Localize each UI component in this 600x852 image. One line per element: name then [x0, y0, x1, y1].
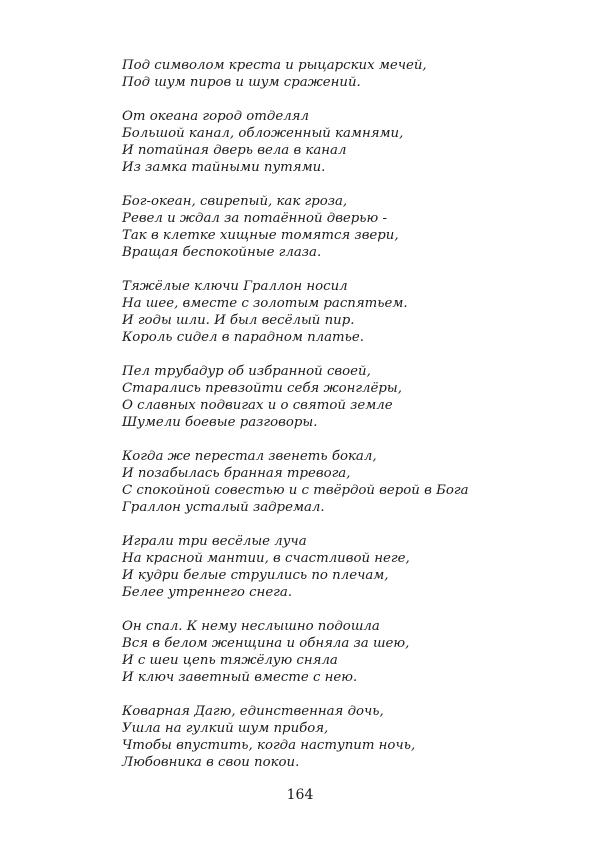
stanza: [122, 193, 572, 261]
poem-line: И кудри белые струились по плечам,: [122, 568, 389, 583]
poem-line: Когда же перестал звенеть бокал,: [122, 449, 377, 464]
stanza: [122, 278, 572, 346]
poem-line: И ключ заветный вместе с нею.: [122, 670, 358, 685]
poem-line: Шумели боевые разговоры.: [122, 415, 318, 430]
poem-line: И потайная дверь вела в канал: [122, 143, 347, 158]
poem-line: Чтобы впустить, когда наступит ночь,: [122, 738, 416, 753]
poem-line: Тяжёлые ключи Граллон носил: [122, 279, 348, 294]
poem-line: С спокойной совестью и с твёрдой верой в Бога: [122, 483, 469, 498]
poem-line: Под шум пиров и шум сражений.: [122, 75, 361, 90]
stanza: [122, 363, 572, 431]
poem-line: Пел трубадур об избранной своей,: [122, 364, 371, 379]
page-number: 164: [286, 787, 314, 803]
poem-line: На шее, вместе с золотым распятьем.: [122, 296, 408, 311]
poem-line: Бог-океан, свирепый, как гроза,: [122, 194, 348, 209]
poem-line: Из замка тайными путями.: [122, 160, 326, 175]
poem-line: Ревел и ждал за потаённой дверью -: [122, 211, 387, 226]
poem-line: И с шеи цепь тяжёлую сняла: [122, 653, 338, 668]
poem-line: Белее утреннего снега.: [122, 585, 293, 600]
poem-line: Граллон усталый задремал.: [122, 500, 325, 515]
poem-line: Так в клетке хищные томятся звери,: [122, 228, 399, 243]
poem-line: Под символом креста и рыцарских мечей,: [122, 58, 427, 73]
poem-text: [122, 57, 572, 771]
stanza: [122, 448, 572, 516]
stanza: [122, 703, 572, 771]
poem-line: Вся в белом женщина и обняла за шею,: [122, 636, 410, 651]
stanza: [122, 108, 572, 176]
poem-line: О славных подвигах и о святой земле: [122, 398, 393, 413]
stanza: [122, 533, 572, 601]
poem-line: Он спал. К нему неслышно подошла: [122, 619, 380, 634]
poem-line: Король сидел в парадном платье.: [122, 330, 364, 345]
stanza: [122, 57, 572, 91]
poem-line: Играли три весёлые луча: [122, 534, 307, 549]
poem-line: Вращая беспокойные глаза.: [122, 245, 322, 260]
poem-line: Ушла на гулкий шум прибоя,: [122, 721, 329, 736]
poem-line: Большой канал, обложенный камнями,: [122, 126, 404, 141]
stanza: [122, 618, 572, 686]
poem-line: Старались превзойти себя жонглёры,: [122, 381, 402, 396]
poem-line: От океана город отделял: [122, 109, 309, 124]
poem-line: И позабылась бранная тревога,: [122, 466, 351, 481]
poem-line: На красной мантии, в счастливой неге,: [122, 551, 410, 566]
poem-line: Коварная Дагю, единственная дочь,: [122, 704, 384, 719]
poem-line: И годы шли. И был весёлый пир.: [122, 313, 355, 328]
poem-line: Любовника в свои покои.: [122, 755, 300, 770]
